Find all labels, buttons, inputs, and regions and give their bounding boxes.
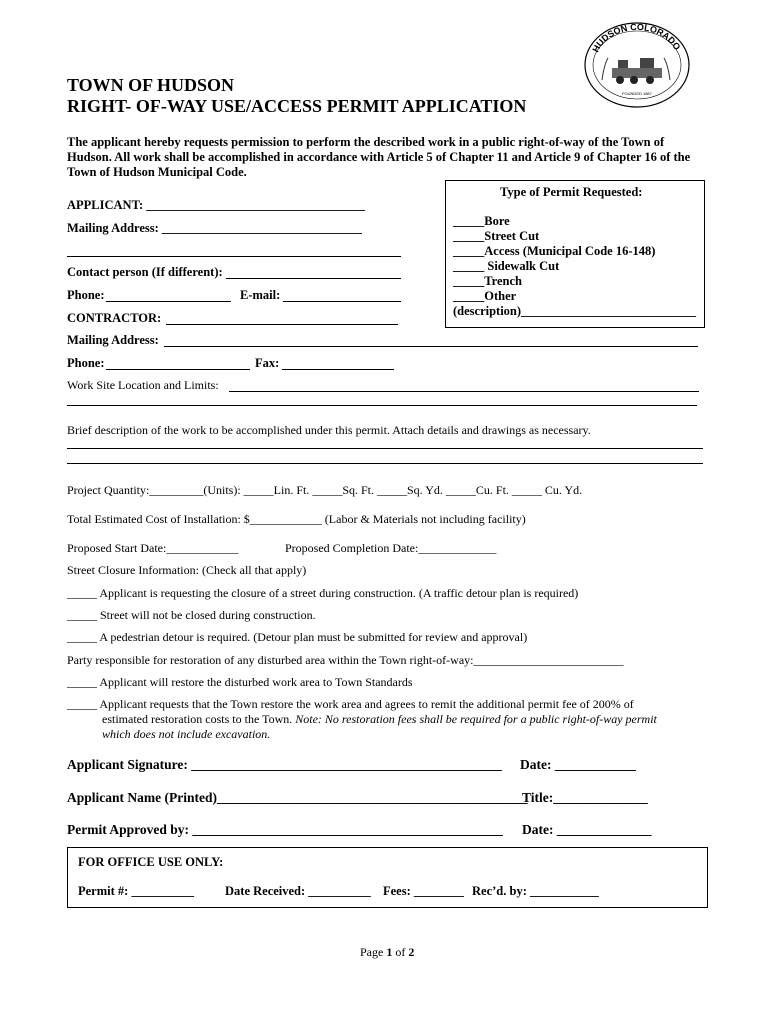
brief-description-line1[interactable] (67, 448, 703, 449)
restoration-option-town[interactable]: _____ Applicant requests that the Town restore the work area and agrees to remit the additional permit fee of 200% of (67, 697, 634, 711)
title-town: TOWN OF HUDSON (67, 75, 235, 95)
approval-date-field[interactable]: Date: ______________ (522, 822, 652, 837)
page-total: 2 (408, 945, 415, 959)
restoration-note: Note: No restoration fees shall be required for a public right-of-way permit (295, 712, 657, 726)
closure-option-pedestrian-detour[interactable]: _____ A pedestrian detour is required. (Detour plan must be submitted for review and approval) (67, 630, 528, 644)
proposed-completion-date-field[interactable]: Proposed Completion Date:_____________ (285, 541, 497, 555)
office-received-by[interactable]: Rec’d. by: ___________ (472, 884, 599, 898)
phone-input[interactable] (106, 301, 231, 302)
permit-option-access[interactable]: _____Access (Municipal Code 16-148) (453, 244, 656, 258)
contact-person-label: Contact person (If different): (67, 265, 223, 279)
contact-person-input[interactable] (226, 278, 401, 279)
fax-label: Fax: (255, 356, 280, 370)
contractor-phone-input[interactable] (106, 369, 250, 370)
email-input[interactable] (283, 301, 401, 302)
work-site-label: Work Site Location and Limits: (67, 378, 219, 392)
page-number (360, 945, 414, 960)
permit-approved-by-field[interactable]: Permit Approved by: ______________________________________________ (67, 822, 503, 837)
closure-option-street-closed[interactable]: _____ Applicant is requesting the closure of a street during construction. (A traffic detour plan is required) (67, 586, 579, 600)
phone-label: Phone: (67, 288, 105, 302)
proposed-start-date-field[interactable]: Proposed Start Date:____________ (67, 541, 239, 555)
permit-type-title: Type of Permit Requested: (500, 185, 643, 199)
closure-option-not-closed[interactable]: _____ Street will not be closed during construction. (67, 608, 316, 622)
email-label: E-mail: (240, 288, 281, 302)
office-use-heading: FOR OFFICE USE ONLY: (78, 855, 224, 869)
restoration-party-field[interactable]: Party responsible for restoration of any disturbed area within the Town right-of-way:_________________________ (67, 653, 624, 667)
office-date-received[interactable]: Date Received: __________ (225, 884, 371, 898)
logo-text-bottom: FOUNDED 1887 (622, 91, 652, 96)
permit-option-other[interactable]: _____Other (453, 289, 517, 303)
title-form: RIGHT- OF-WAY USE/ACCESS PERMIT APPLICATION (67, 96, 527, 116)
estimated-cost-field[interactable]: Total Estimated Cost of Installation: $____________ (Labor & Materials not including facility) (67, 512, 526, 526)
town-seal-logo (582, 20, 692, 110)
permit-option-bore[interactable]: _____Bore (453, 214, 510, 228)
brief-description-line2[interactable] (67, 463, 703, 464)
project-quantity-field[interactable]: Project Quantity:_________(Units): _____Lin. Ft. _____Sq. Ft. _____Sq. Yd. _____Cu. Ft. _____ Cu. Yd. (67, 483, 583, 497)
intro-line3: Town of Hudson Municipal Code. (67, 165, 247, 179)
restoration-line2-text: estimated restoration costs to the Town. (102, 712, 293, 726)
page-prefix: Page (360, 945, 384, 959)
applicant-title-field[interactable]: Title:______________ (522, 790, 648, 805)
restoration-note-line2: which does not include excavation. (102, 727, 271, 741)
work-site-input[interactable] (229, 391, 699, 392)
page-current: 1 (386, 945, 393, 959)
office-permit-number[interactable]: Permit #: __________ (78, 884, 194, 898)
fax-input[interactable] (282, 369, 394, 370)
applicant-field[interactable]: APPLICANT: ___________________________________ (67, 198, 366, 212)
brief-description-label: Brief description of the work to be accomplished under this permit. Attach details and drawings as necessary. (67, 423, 591, 437)
street-closure-heading: Street Closure Information: (Check all that apply) (67, 563, 307, 577)
intro-line2: Hudson. All work shall be accomplished in accordance with Article 5 of Chapter 11 and Article 9 of Chapter 16 of the (67, 150, 691, 164)
permit-option-sidewalk-cut[interactable]: _____ Sidewalk Cut (453, 259, 560, 273)
contractor-mailing-label: Mailing Address: (67, 333, 159, 347)
signature-date-field[interactable]: Date: ____________ (520, 757, 636, 772)
work-site-input-line2[interactable] (67, 405, 697, 406)
contractor-label: CONTRACTOR: (67, 311, 162, 325)
page-of: of (395, 945, 406, 959)
contractor-mailing-input[interactable] (164, 346, 698, 347)
applicant-name-field[interactable]: Applicant Name (Printed)______________________________________________ (67, 790, 528, 805)
mailing-address-field[interactable]: Mailing Address: ________________________________ (67, 221, 362, 235)
permit-option-trench[interactable]: _____Trench (453, 274, 522, 288)
office-fees[interactable]: Fees: ________ (383, 884, 464, 898)
applicant-signature-field[interactable]: Applicant Signature: ______________________________________________ (67, 757, 502, 772)
permit-other-description[interactable]: (description)____________________________ (453, 304, 697, 318)
contractor-input[interactable] (166, 324, 398, 325)
contractor-phone-label: Phone: (67, 356, 105, 370)
restoration-option-town-line2 (102, 712, 657, 727)
mailing-address-line2[interactable] (67, 256, 401, 257)
intro-line1: The applicant hereby requests permission to perform the described work in a public right-of-way of the Town of (67, 135, 665, 149)
restoration-option-applicant[interactable]: _____ Applicant will restore the disturbed work area to Town Standards (67, 675, 413, 689)
permit-option-street-cut[interactable]: _____Street Cut (453, 229, 540, 243)
logo-text-top: HUDSON COLORADO (590, 21, 683, 54)
